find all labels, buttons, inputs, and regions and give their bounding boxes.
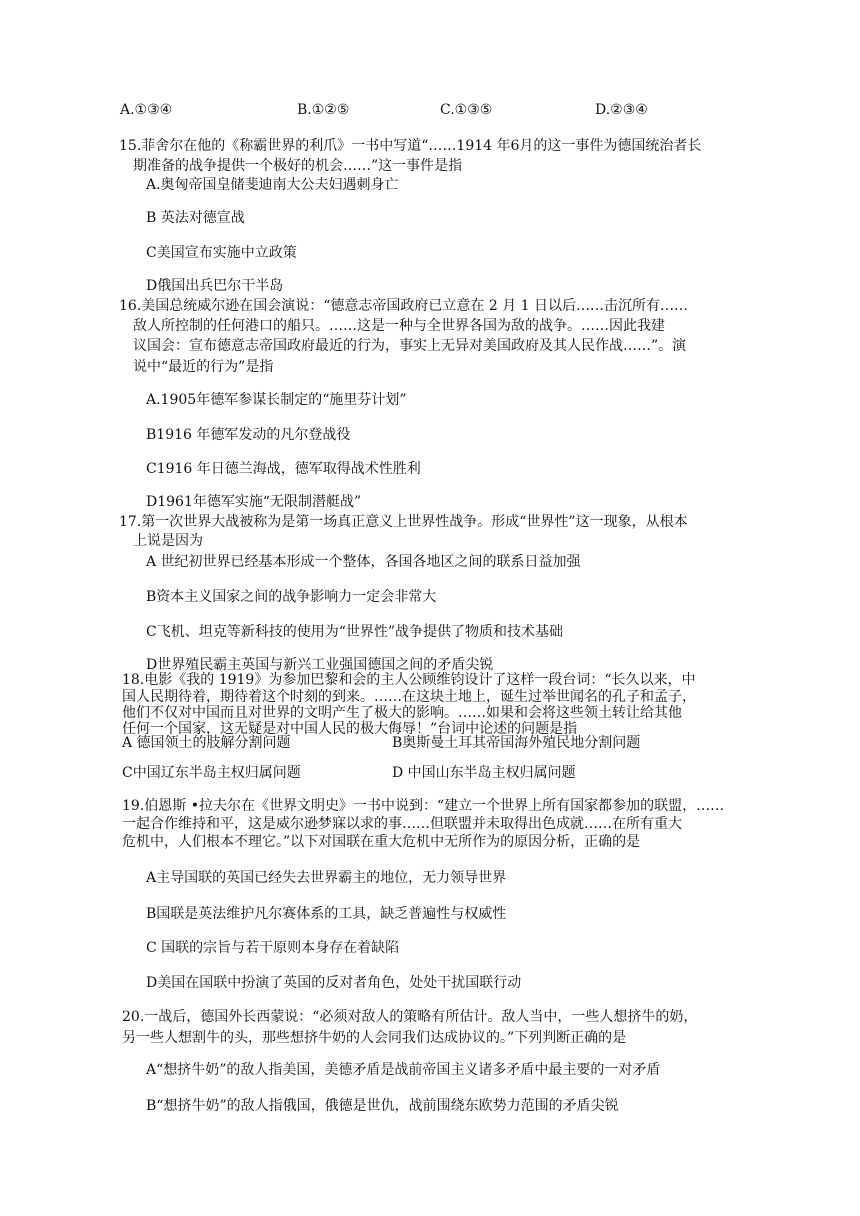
q15-stem-line: 期准备的战争提供一个极好的机会……”这一事件是指 xyxy=(133,158,463,174)
q19-stem-line: 一起合作维持和平，这是威尔逊梦寐以求的事……但联盟并未取得出色成就……在所有重大 xyxy=(122,816,682,832)
option-c: C.①③⑤ xyxy=(440,102,493,118)
q16-stem-line: 16.美国总统威尔逊在国会演说：“德意志帝国政府已立意在 2 月 1 日以后……击沉所有…… xyxy=(119,298,689,314)
q17-option-c: C飞机、坦克等新科技的使用为“世界性”战争提供了物质和技术基础 xyxy=(146,624,564,640)
q19-option-b: B国联是英法维护凡尔赛体系的工具，缺乏普遍性与权威性 xyxy=(146,906,507,922)
q18-stem-line: 国人民期待着，期待着这个时刻的到来。……在这块土地上，诞生过举世闻名的孔子和孟子， xyxy=(122,689,696,705)
q18-stem-line: 18.电影《我的 1919》为参加巴黎和会的主人公顾维钧设计了这样一段台词：“长久以来，中 xyxy=(122,672,696,688)
q15-option-b: B 英法对德宣战 xyxy=(146,210,245,226)
q16-stem-line: 敌人所控制的任何港口的船只。……这是一种与全世界各国为敌的战争。……因此我建 xyxy=(133,318,665,334)
q19-option-d: D美国在国联中扮演了英国的反对者角色，处处干扰国联行动 xyxy=(146,975,522,991)
q15-option-a: A.奥匈帝国皇储斐迪南大公夫妇遇刺身亡 xyxy=(146,177,399,193)
q15-option-c: C美国宣布实施中立政策 xyxy=(146,245,297,261)
q19-option-a: A主导国联的英国已经失去世界霸主的地位，无力领导世界 xyxy=(146,870,507,886)
q17-stem-line: 17.第一次世界大战被称为是第一场真正意义上世界性战争。形成“世界性”这一现象，从根本 xyxy=(119,514,688,530)
q19-stem-line: 19.伯恩斯 •拉夫尔在《世界文明史》一书中说到：“建立一个世界上所有国家都参加的联盟，…… xyxy=(122,798,725,814)
q15-option-d: D俄国出兵巴尔干半岛 xyxy=(146,278,284,294)
q20-option-a: A“想挤牛奶”的敌人指美国，美德矛盾是战前帝国主义诸多矛盾中最主要的一对矛盾 xyxy=(146,1062,661,1078)
q17-option-a: A 世纪初世界已经基本形成一个整体，各国各地区之间的联系日益加强 xyxy=(146,554,581,570)
q15-stem-line: 15.菲舍尔在他的《称霸世界的利爪》一书中写道“……1914 年6月的这一事件为德国统治者长 xyxy=(119,138,702,154)
q19-stem-line: 危机中，人们根本不理它。”以下对国联在重大危机中无所作为的原因分析，正确的是 xyxy=(122,834,641,850)
q17-stem-line: 上说是因为 xyxy=(133,533,203,549)
q18-stem-line: 任何一个国家，这无疑是对中国人民的极大侮辱！”台词中论述的问题是指 xyxy=(122,721,578,737)
option-a: A.①③④ xyxy=(120,102,173,118)
q16-option-b: B1916 年德军发动的凡尔登战役 xyxy=(146,427,351,443)
q16-option-a: A.1905年德军参谋长制定的“施里芬计划” xyxy=(146,392,407,408)
q18-stem-line: 他们不仅对中国而且对世界的文明产生了极大的影响。……如果和会将这些领土转让给其他 xyxy=(122,705,682,721)
q16-option-c: C1916 年日德兰海战，德军取得战术性胜利 xyxy=(146,461,421,477)
q20-option-b: B“想挤牛奶”的敌人指俄国，俄德是世仇，战前围绕东欧势力范围的矛盾尖锐 xyxy=(146,1098,619,1114)
q18-option-b: B奥斯曼土耳其帝国海外殖民地分割问题 xyxy=(392,735,641,751)
q18-option-d: D 中国山东半岛主权归属问题 xyxy=(392,765,576,781)
q20-stem-line: 另一些人想割牛的头，那些想挤牛奶的人会同我们达成协议的。”下列判断正确的是 xyxy=(122,1030,627,1046)
q18-option-c: C中国辽东半岛主权归属问题 xyxy=(122,765,301,781)
q17-option-d: D世界殖民霸主英国与新兴工业强国德国之间的矛盾尖锐 xyxy=(146,657,494,673)
q20-stem-line: 20.一战后，德国外长西蒙说：“必须对敌人的策略有所估计。敌人当中，一些人想挤牛的奶， xyxy=(122,1009,698,1025)
option-b: B.①②⑤ xyxy=(297,102,350,118)
q18-option-a: A 德国领土的肢解分割问题 xyxy=(122,735,291,751)
q17-option-b: B资本主义国家之间的战争影响力一定会非常大 xyxy=(146,589,437,605)
q19-option-c: C 国联的宗旨与若干原则本身存在着缺陷 xyxy=(146,940,400,956)
q16-option-d: D1961年德军实施“无限制潜艇战” xyxy=(146,494,362,510)
q16-stem-line: 说中“最近的行为”是指 xyxy=(133,359,274,375)
option-d: D.②③④ xyxy=(595,102,648,118)
q16-stem-line: 议国会：宣布德意志帝国政府最近的行为，事实上无异对美国政府及其人民作战……”。演 xyxy=(133,338,687,354)
